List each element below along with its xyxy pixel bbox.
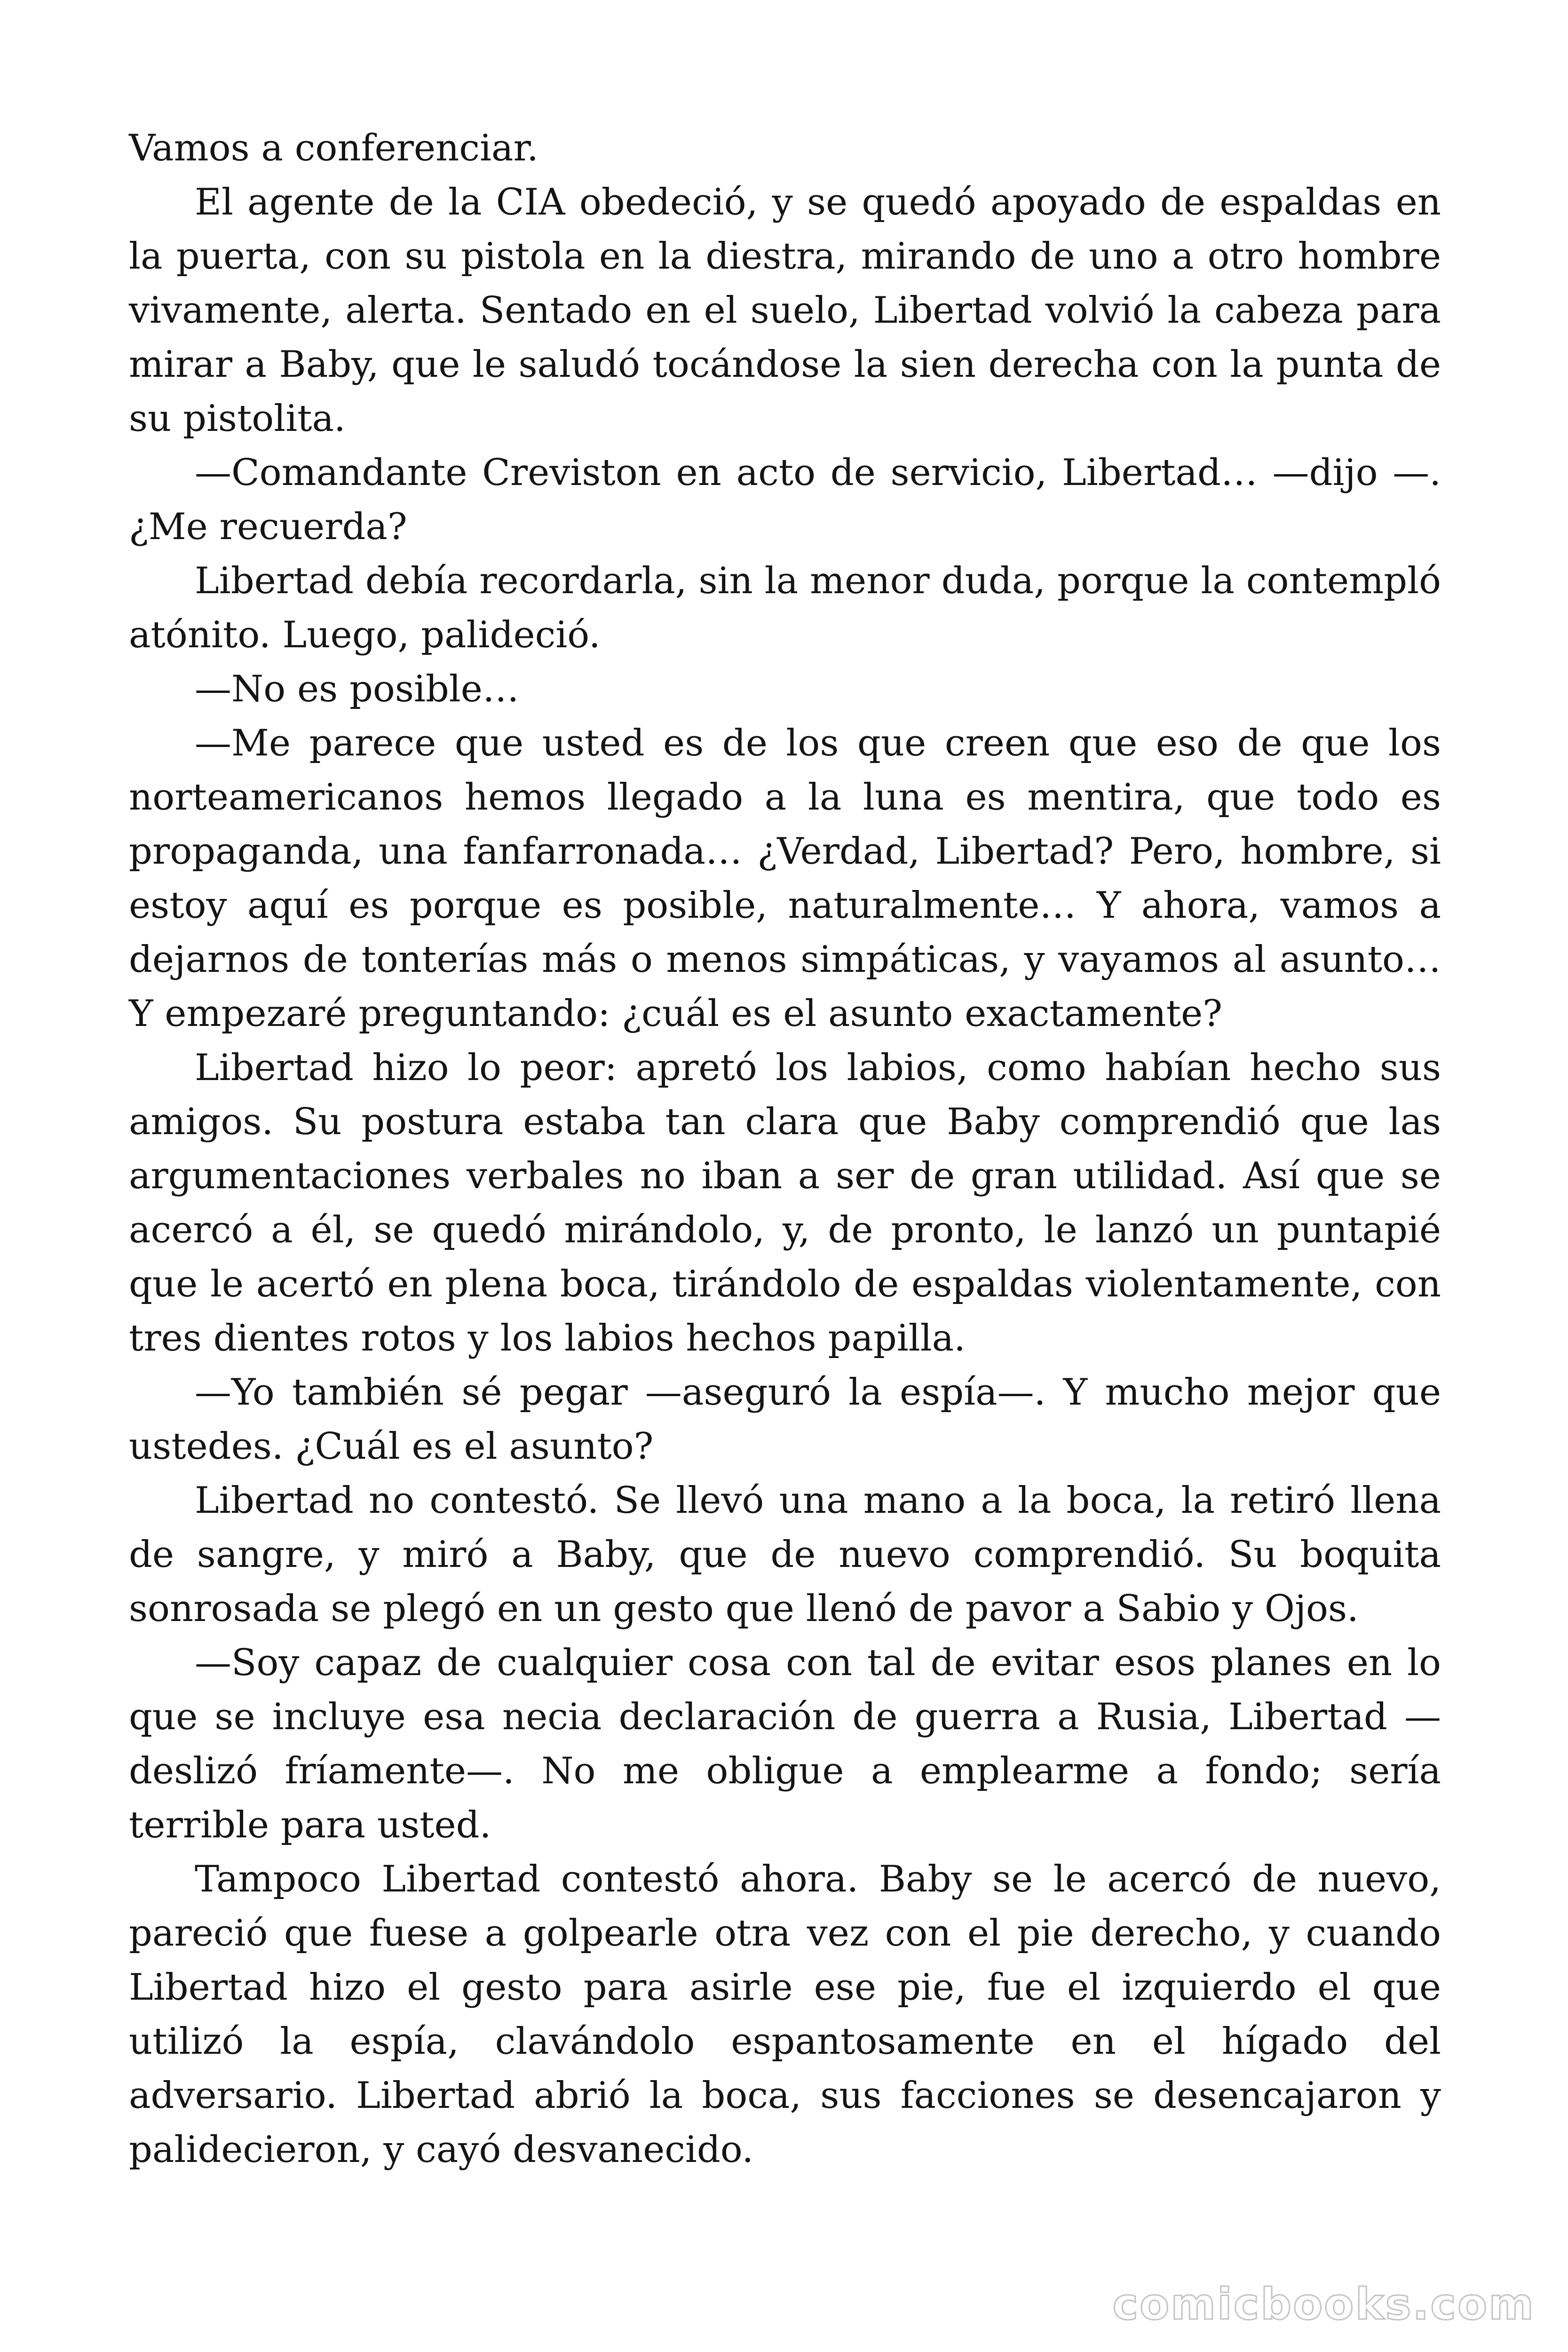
paragraph: Libertad debía recordarla, sin la menor duda, porque la contempló atónito. Luego, palideció. bbox=[129, 560, 1441, 656]
paragraph: —No es posible… bbox=[195, 668, 519, 710]
paragraph: —Yo también sé pegar —aseguró la espía—. Y mucho mejor que ustedes. ¿Cuál es el asunto? bbox=[129, 1371, 1441, 1468]
paragraph: Vamos a conferenciar. bbox=[129, 127, 539, 169]
paragraph: Tampoco Libertad contestó ahora. Baby se le acercó de nuevo, pareció que fuese a golpearle otra vez con el pie derecho, y cuando Libertad hizo el gesto para asirle ese pie, fue el izquierdo el que utilizó la espía, clavándolo espantosamente en el hígado del adversario. Libertad abrió la boca, sus facciones se desencajaron y palidecieron, y cayó desvanecido. bbox=[129, 1858, 1441, 2171]
paragraph: El agente de la CIA obedeció, y se quedó apoyado de espaldas en la puerta, con su pistola en la diestra, mirando de uno a otro hombre vivamente, alerta. Sentado en el suelo, Libertad volvió la cabeza para mirar a Baby, que le saludó tocándose la sien derecha con la punta de su pistolita. bbox=[129, 181, 1441, 440]
paragraph: —Soy capaz de cualquier cosa con tal de evitar esos planes en lo que se incluye esa necia declaración de guerra a Rusia, Libertad — deslizó fríamente—. No me obligue a emplearme a fondo; sería terrible para usted. bbox=[129, 1642, 1441, 1846]
paragraph: Libertad hizo lo peor: apretó los labios, como habían hecho sus amigos. Su postura estaba tan clara que Baby comprendió que las argumentaciones verbales no iban a ser de gran utilidad. Así que se acercó a él, se quedó mirándolo, y, de pronto, le lanzó un puntapié que le acertó en plena boca, tirándolo de espaldas violentamente, con tres dientes rotos y los labios hechos papilla. bbox=[129, 1047, 1441, 1359]
paragraph: —Comandante Creviston en acto de servicio, Libertad… —dijo —. ¿Me recuerda? bbox=[129, 452, 1441, 548]
paragraph: Libertad no contestó. Se llevó una mano a la boca, la retiró llena de sangre, y miró a Baby, que de nuevo comprendió. Su boquita sonrosada se plegó en un gesto que llenó de pavor a Sabio y Ojos. bbox=[129, 1479, 1441, 1630]
watermark: comicbooks.com bbox=[1112, 2279, 1535, 2329]
paragraph: —Me parece que usted es de los que creen que eso de que los norteamericanos hemos llegado a la luna es mentira, que todo es propaganda, una fanfarronada… ¿Verdad, Libertad? Pero, hombre, si estoy aquí es porque es posible, naturalmente… Y ahora, vamos a dejarnos de tonterías más o menos simpáticas, y vayamos al asunto… Y empezaré preguntando: ¿cuál es el asunto exactamente? bbox=[129, 722, 1441, 1035]
body-text bbox=[129, 121, 1441, 2177]
